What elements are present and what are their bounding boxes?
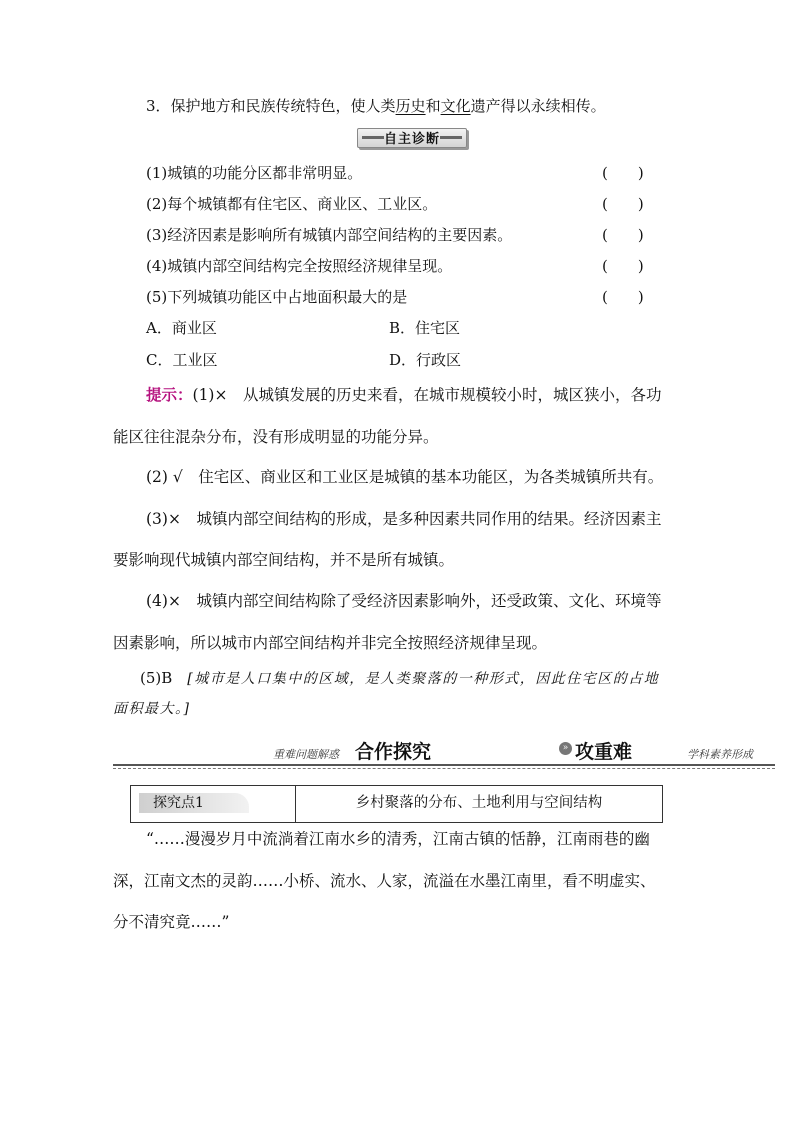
- section-left-caption: 重难问题解惑: [273, 748, 339, 761]
- question-2-text: (2)每个城镇都有住宅区、商业区、工业区。: [146, 195, 438, 213]
- explore-point-tag: [131, 786, 296, 822]
- intro-text: 3．保护地方和民族传统特色，使人类: [146, 97, 396, 115]
- quote-line-1: “……漫漫岁月中流淌着江南水乡的清秀，江南古镇的恬静，江南雨巷的幽: [146, 830, 650, 848]
- question-5: [146, 287, 407, 307]
- hint-1-text: (1)× 从城镇发展的历史来看，在城市规模较小时，城区狭小，各功: [192, 386, 662, 404]
- option-b[interactable]: B．住宅区: [389, 319, 461, 337]
- explore-point-title: 乡村聚落的分布、土地利用与空间结构: [355, 795, 603, 811]
- answer-paren-2[interactable]: ( ): [602, 195, 644, 213]
- hint-4-line-1: (4)× 城镇内部空间结构除了受经济因素影响外，还受政策、文化、环境等: [146, 592, 662, 610]
- question-3-text: (3)经济因素是影响所有城镇内部空间结构的主要因素。: [146, 226, 513, 244]
- explore-point-pill: [139, 793, 249, 813]
- intro-line: [146, 96, 606, 116]
- section-right-caption: 学科素养形成: [687, 748, 753, 761]
- hint-5-line-2: 面积最大。]: [113, 701, 191, 717]
- intro-text-and: 和: [425, 97, 441, 115]
- quote-line-2: 深，江南文杰的灵韵……小桥、流水、人家，流溢在水墨江南里，看不明虚实、: [113, 872, 656, 890]
- question-1: [146, 163, 362, 183]
- self-diagnosis-title: 自主诊断: [383, 132, 440, 147]
- question-3: [146, 225, 512, 245]
- quote-line-3: 分不清究竟……”: [113, 913, 230, 931]
- section-title-cooperate: 合作探究: [355, 741, 432, 763]
- hint-4-line-2: 因素影响，所以城市内部空间结构并非完全按照经济规律呈现。: [113, 634, 548, 652]
- section-title-difficulty: 攻重难: [575, 741, 633, 763]
- answer-paren-4[interactable]: ( ): [602, 257, 644, 275]
- intro-underline-history: 历史: [395, 97, 426, 115]
- explore-point-label: 探究点1: [153, 795, 204, 811]
- answer-paren-1[interactable]: ( ): [602, 164, 644, 182]
- option-a[interactable]: A．商业区: [146, 319, 217, 337]
- question-2: [146, 194, 437, 214]
- question-1-text: (1)城镇的功能分区都非常明显。: [146, 164, 363, 182]
- intro-text-end: 遗产得以永续相传。: [470, 97, 606, 115]
- double-arrow-icon: »: [559, 742, 572, 755]
- hint-label: 提示：: [146, 385, 193, 404]
- self-diagnosis-banner: [357, 128, 467, 148]
- hint-5-text: [城市是人口集中的区域，是人类聚落的一种形式，因此住宅区的占地: [187, 671, 660, 687]
- answer-paren-5[interactable]: ( ): [602, 288, 644, 306]
- hint-1-line-2: 能区往往混杂分布，没有形成明显的功能分异。: [113, 428, 439, 446]
- option-d[interactable]: D．行政区: [389, 351, 462, 369]
- hint-1-line-1: [146, 385, 661, 405]
- hint-2: (2) √ 住宅区、商业区和工业区是城镇的基本功能区，为各类城镇所共有。: [146, 468, 664, 486]
- hint-3-line-2: 要影响现代城镇内部空间结构，并不是所有城镇。: [113, 551, 455, 569]
- question-4: [146, 256, 452, 276]
- question-4-text: (4)城镇内部空间结构完全按照经济规律呈现。: [146, 257, 453, 275]
- section-rule: [113, 764, 775, 766]
- hint-3-line-1: (3)× 城镇内部空间结构的形成，是多种因素共同作用的结果。经济因素主: [146, 510, 662, 528]
- option-c[interactable]: C．工业区: [146, 351, 218, 369]
- hint-5-line-1: [140, 668, 659, 689]
- section-rule-dashed: [113, 768, 775, 769]
- intro-underline-culture: 文化: [440, 97, 471, 115]
- explore-point-box: [130, 785, 663, 823]
- section-header: [113, 737, 775, 763]
- hint-5-prefix: (5)B: [140, 669, 188, 687]
- answer-paren-3[interactable]: ( ): [602, 226, 644, 244]
- question-5-text: (5)下列城镇功能区中占地面积最大的是: [146, 288, 408, 306]
